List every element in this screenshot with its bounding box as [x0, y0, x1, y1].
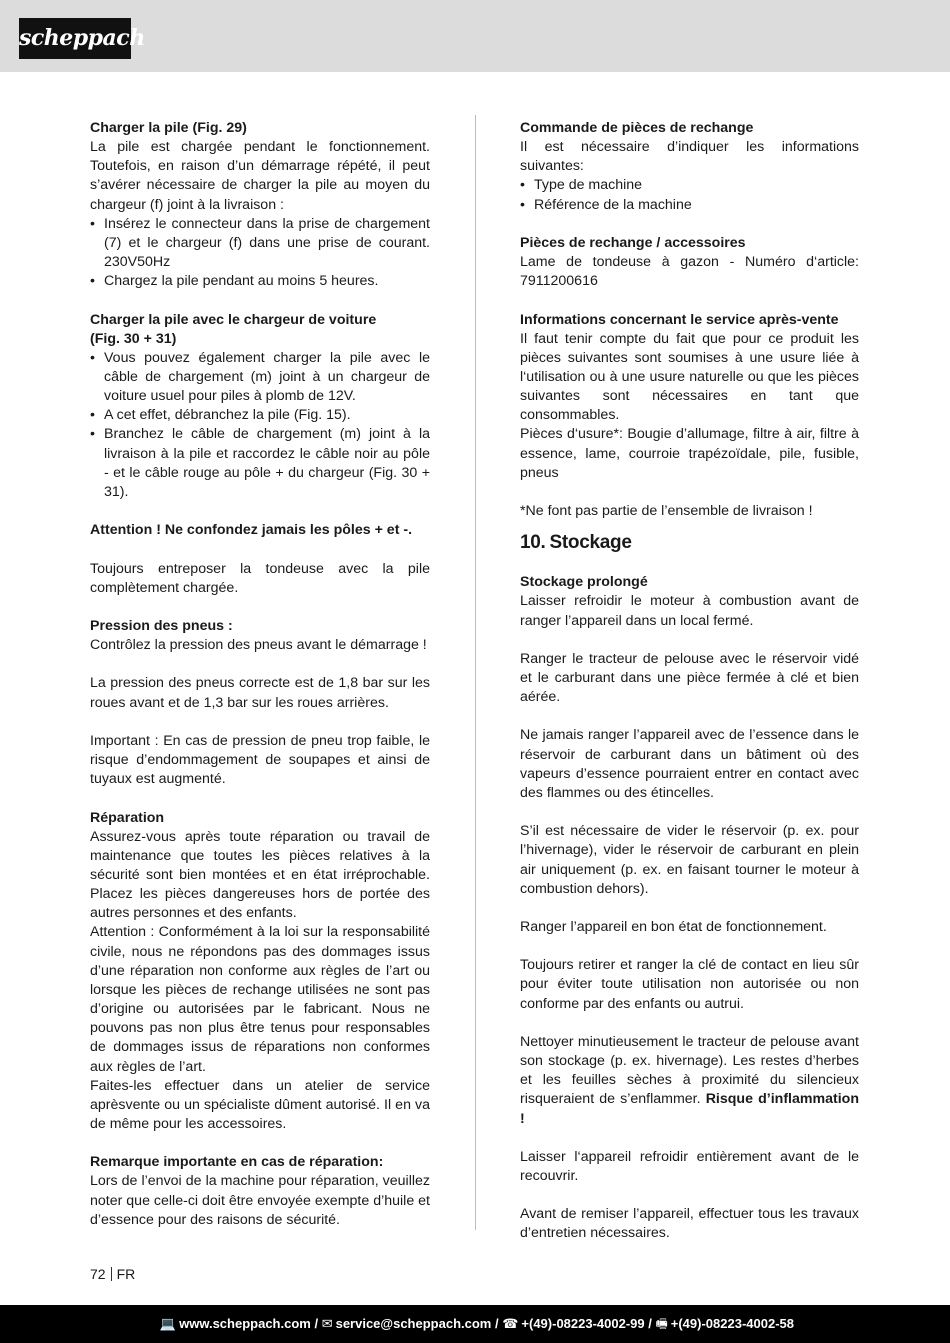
- list-item: • A cet effet, débranchez la pile (Fig. 15).: [90, 406, 430, 425]
- list-item: • Vous pouvez également charger la pile avec le câble de chargement (m) joint à un chargeur de voiture usuel pour piles à plomb de 12V.: [90, 349, 430, 405]
- fire-risk-warning: Risque d’inflammation !: [520, 1091, 859, 1127]
- scheppach-logo: scheppach: [19, 18, 131, 59]
- heading-repair: Réparation: [90, 809, 165, 826]
- paragraph: Toujours entreposer la tondeuse avec la pile complètement chargée.: [90, 560, 430, 596]
- paragraph: Important : En cas de pression de pneu trop faible, le risque d’endommagement de soupapes et ainsi de tuyaux est augmenté.: [90, 732, 430, 788]
- list-item: • Insérez le connecteur dans la prise de chargement (7) et le chargeur (f) dans une prise de courant. 230V50Hz: [90, 215, 430, 271]
- heading-spare-parts: Pièces de rechange / accessoires: [520, 234, 746, 251]
- paragraph: Ranger le tracteur de pelouse avec le réservoir vidé et le carburant dans une pièce fermée à clé et bien aérée.: [520, 650, 859, 706]
- bullet-icon: •: [90, 426, 95, 443]
- paragraph: Nettoyer minutieusement le tracteur de pelouse avant son stockage (p. ex. hivernage). Les restes d’herbes et les feuilles sèches à proximité du silencieux risqueraient de s’enflammer. Risque d’inflammation !: [520, 1033, 859, 1127]
- heading-spare-parts-order: Commande de pièces de rechange: [520, 120, 754, 136]
- bullet-icon: •: [520, 196, 525, 213]
- paragraph: Contrôlez la pression des pneus avant le démarrage !: [90, 637, 427, 654]
- paragraph: Il est nécessaire d’indiquer les informations suivantes:: [520, 139, 859, 175]
- page-header: [0, 0, 950, 72]
- footer-fax: +(49)-08223-4002-58: [670, 1316, 794, 1331]
- heading-charge-battery: Charger la pile (Fig. 29): [90, 120, 247, 136]
- heading-long-storage: Stockage prolongé: [520, 574, 648, 591]
- left-column: [90, 119, 430, 1230]
- footer-phone: +(49)-08223-4002-99: [521, 1316, 645, 1331]
- page-number-separator: [111, 1267, 112, 1281]
- laptop-icon: 💻: [159, 1316, 177, 1331]
- right-column: [520, 119, 859, 1244]
- heading-repair-note: Remarque importante en cas de réparation:: [90, 1154, 384, 1171]
- page-footer: 💻 www.scheppach.com / ✉ service@scheppach.com / ☎ +(49)-08223-4002-99 / 🖷 +(49)-08223-4002-58: [0, 1305, 950, 1343]
- page-number: 72 FR: [90, 1266, 136, 1282]
- phone-icon: ☎: [502, 1316, 519, 1331]
- paragraph: Laisser refroidir le moteur à combustion avant de ranger l’appareil dans un local fermé.: [520, 593, 859, 629]
- attention-warning: Attention ! Ne confondez jamais les pôles + et -.: [90, 522, 413, 539]
- paragraph: Avant de remiser l’appareil, effectuer tous les travaux d’entretien nécessaires.: [520, 1206, 859, 1242]
- paragraph: Faites-les effectuer dans un atelier de service aprèsvente ou un spécialiste dûment autorisé. Il en va de même pour les accessoires.: [90, 1077, 430, 1133]
- paragraph: Toujours retirer et ranger la clé de contact en lieu sûr pour éviter toute utilisation non autorisée ou non conforme par des enfants ou autrui.: [520, 957, 859, 1012]
- paragraph: La pile est chargée pendant le fonctionnement. Toutefois, en raison d’un démarrage répété, il peut s’avérer nécessaire de charger la pile au moyen du chargeur (f) joint à la livraison :: [90, 139, 430, 213]
- paragraph: Assurez-vous après toute réparation ou travail de maintenance que toutes les pièces relatives à la sécurité sont bien montées et en état irréprochable. Placez les pièces dangereuses hors de portée des autres personnes et des enfants.: [90, 828, 430, 922]
- paragraph: Pièces d‘usure*: Bougie d’allumage, filtre à air, filtre à essence, lame, courroie trapézoïdale, pile, fusible, pneus: [520, 426, 859, 481]
- heading-car-charger: Charger la pile avec le chargeur de voiture: [90, 311, 377, 328]
- column-divider: [475, 115, 476, 1230]
- bullet-icon: •: [90, 273, 95, 290]
- list-item: • Branchez le câble de chargement (m) joint à la livraison à la pile et raccordez le câble noir au pôle - et le câble rouge au pôle + du chargeur (Fig. 30 + 31).: [90, 426, 430, 500]
- paragraph: Ranger l’appareil en bon état de fonctionnement.: [520, 918, 827, 935]
- heading-tyre-pressure: Pression des pneus :: [90, 618, 233, 634]
- bullet-icon: •: [90, 215, 95, 232]
- footer-website-link[interactable]: www.scheppach.com: [179, 1316, 311, 1331]
- paragraph: Laisser l‘appareil refroidir entièrement avant de le recouvrir.: [520, 1148, 859, 1184]
- paragraph: Attention : Conformément à la loi sur la responsabilité civile, nous ne répondons pas des dommages issus d’une réparation non conforme aux règles de l’art ou lorsque les pièces de rechange utilisées ne sont pas d’origine ou autorisées par le fabricant. Nous ne pouvons pas non plus être tenus pour responsables de dommages issus de réparations non conformes aux règles de l’art.: [90, 924, 430, 1075]
- bullet-icon: •: [520, 177, 525, 194]
- paragraph: S’il est nécessaire de vider le réservoir (p. ex. pour l’hivernage), vider le réservoir de carburant en plein air uniquement (p. ex. en faisant tourner le moteur à combustion dehors).: [520, 823, 859, 897]
- paragraph: Lame de tondeuse à gazon - Numéro d‘article: 7911200616: [520, 254, 859, 290]
- paragraph: Ne jamais ranger l’appareil avec de l’essence dans le réservoir de carburant dans un bâtiment où des vapeurs d’essence pourraient entrer en contact avec des flammes ou des étincelles.: [520, 727, 859, 801]
- section-title-storage: 10. Stockage: [520, 532, 632, 554]
- footnote: *Ne font pas partie de l’ensemble de livraison !: [520, 503, 813, 520]
- list-item: • Chargez la pile pendant au moins 5 heures.: [90, 272, 430, 291]
- paragraph: La pression des pneus correcte est de 1,8 bar sur les roues avant et de 1,3 bar sur les roues arrières.: [90, 675, 430, 711]
- mail-icon: ✉: [321, 1316, 333, 1331]
- paragraph: Lors de l’envoi de la machine pour réparation, veuillez noter que celle-ci doit être envoyée exempte d’huile et d’essence pour des raisons de sécurité.: [90, 1173, 430, 1228]
- heading-after-sales: Informations concernant le service après-vente: [520, 311, 839, 328]
- bullet-icon: •: [90, 349, 95, 366]
- list-item: • Type de machine: [520, 176, 859, 195]
- list-item: • Référence de la machine: [520, 196, 859, 215]
- fax-icon: 🖷: [655, 1316, 668, 1331]
- heading-car-charger-fig: (Fig. 30 + 31): [90, 330, 177, 347]
- paragraph: Il faut tenir compte du fait que pour ce produit les pièces suivantes sont soumises à une usure liée à l‘utilisation ou à une usure naturelle ou que les pièces suivantes sont nécessaires en tant que consommables.: [520, 330, 859, 424]
- bullet-icon: •: [90, 407, 95, 424]
- footer-email-link[interactable]: service@scheppach.com: [335, 1316, 492, 1331]
